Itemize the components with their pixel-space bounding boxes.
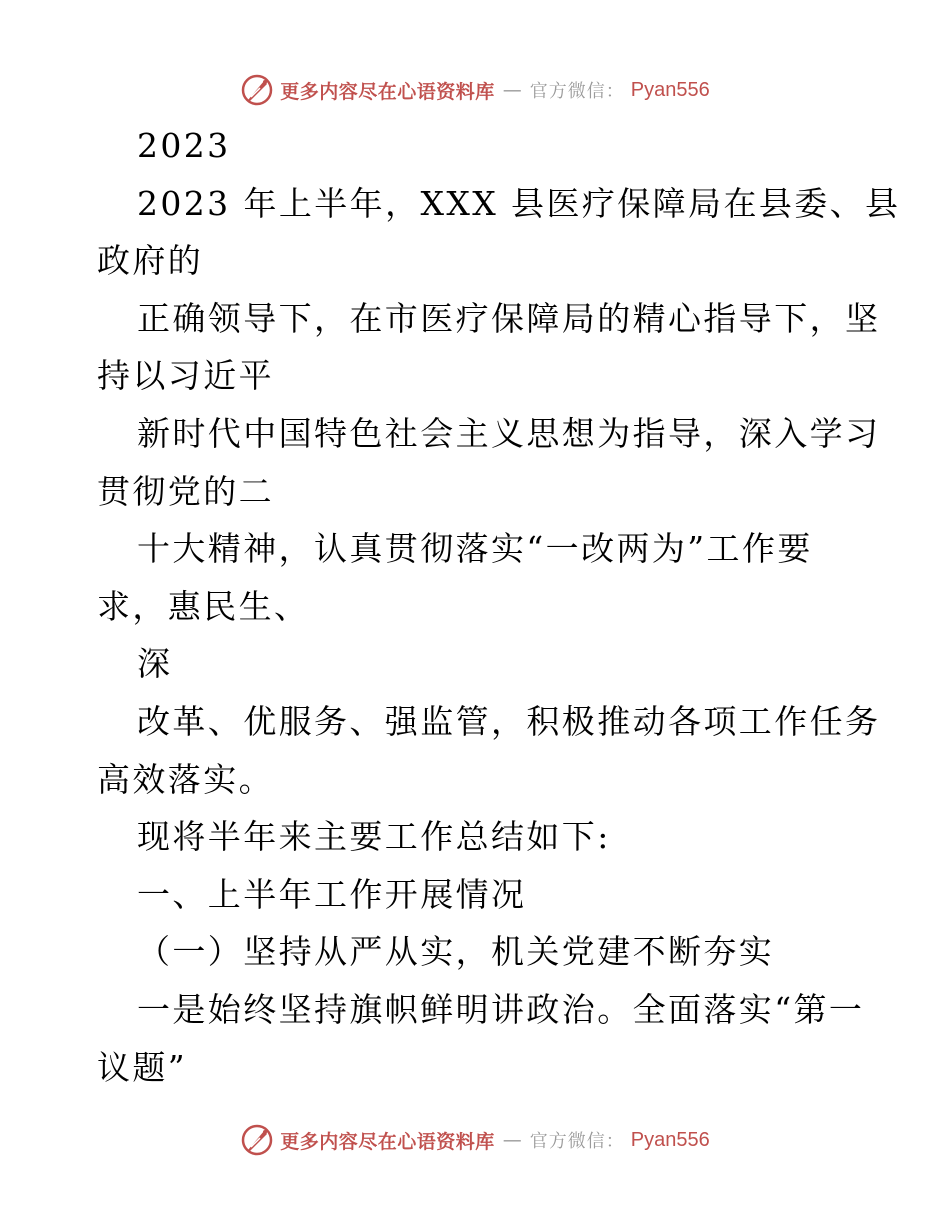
banner-wechat-id: Pyan556 — [630, 78, 710, 101]
section-heading: 一、上半年工作开展情况 — [137, 874, 527, 914]
text-line: 现将半年来主要工作总结如下: — [137, 817, 611, 857]
subsection-heading: （一）坚持从严从实，机关党建不断夯实 — [137, 932, 775, 972]
document-body — [97, 117, 901, 1096]
text-line: 2023 年上半年，XXX 县医疗保障局在县委、县 — [137, 183, 901, 223]
text-line: 持以习近平 — [97, 356, 274, 396]
text-line: 高效落实。 — [97, 759, 274, 799]
quill-logo-icon — [240, 73, 274, 107]
text-line: 政府的 — [97, 241, 204, 281]
text-line: 新时代中国特色社会主义思想为指导，深入学习 — [137, 413, 881, 453]
quill-logo-icon — [240, 1123, 274, 1157]
text-line: 一是始终坚持旗帜鲜明讲政治。全面落实“第一 — [137, 989, 865, 1029]
text-line: 议题” — [97, 1047, 188, 1087]
text-line: 求，惠民生、 — [97, 586, 310, 626]
banner-dash: — — [502, 79, 522, 101]
banner-wechat-label: 官方微信： — [529, 81, 625, 102]
banner-text: 更多内容尽在心语资料库 — [280, 1130, 495, 1153]
banner-wechat-label: 官方微信： — [529, 1131, 625, 1152]
header-banner — [0, 70, 950, 110]
banner-dash: — — [502, 1129, 522, 1151]
banner-wechat-id: Pyan556 — [630, 1128, 710, 1151]
text-line: 改革、优服务、强监管，积极推动各项工作任务 — [137, 701, 881, 741]
text-line: 2023 — [137, 126, 231, 165]
banner-text: 更多内容尽在心语资料库 — [280, 80, 495, 103]
text-line: 贯彻党的二 — [97, 471, 274, 511]
text-line: 正确领导下，在市医疗保障局的精心指导下，坚 — [137, 298, 881, 338]
footer-banner — [0, 1120, 950, 1160]
text-line: 十大精神，认真贯彻落实“一改两为”工作要 — [137, 529, 813, 569]
text-line: 深 — [137, 644, 173, 684]
